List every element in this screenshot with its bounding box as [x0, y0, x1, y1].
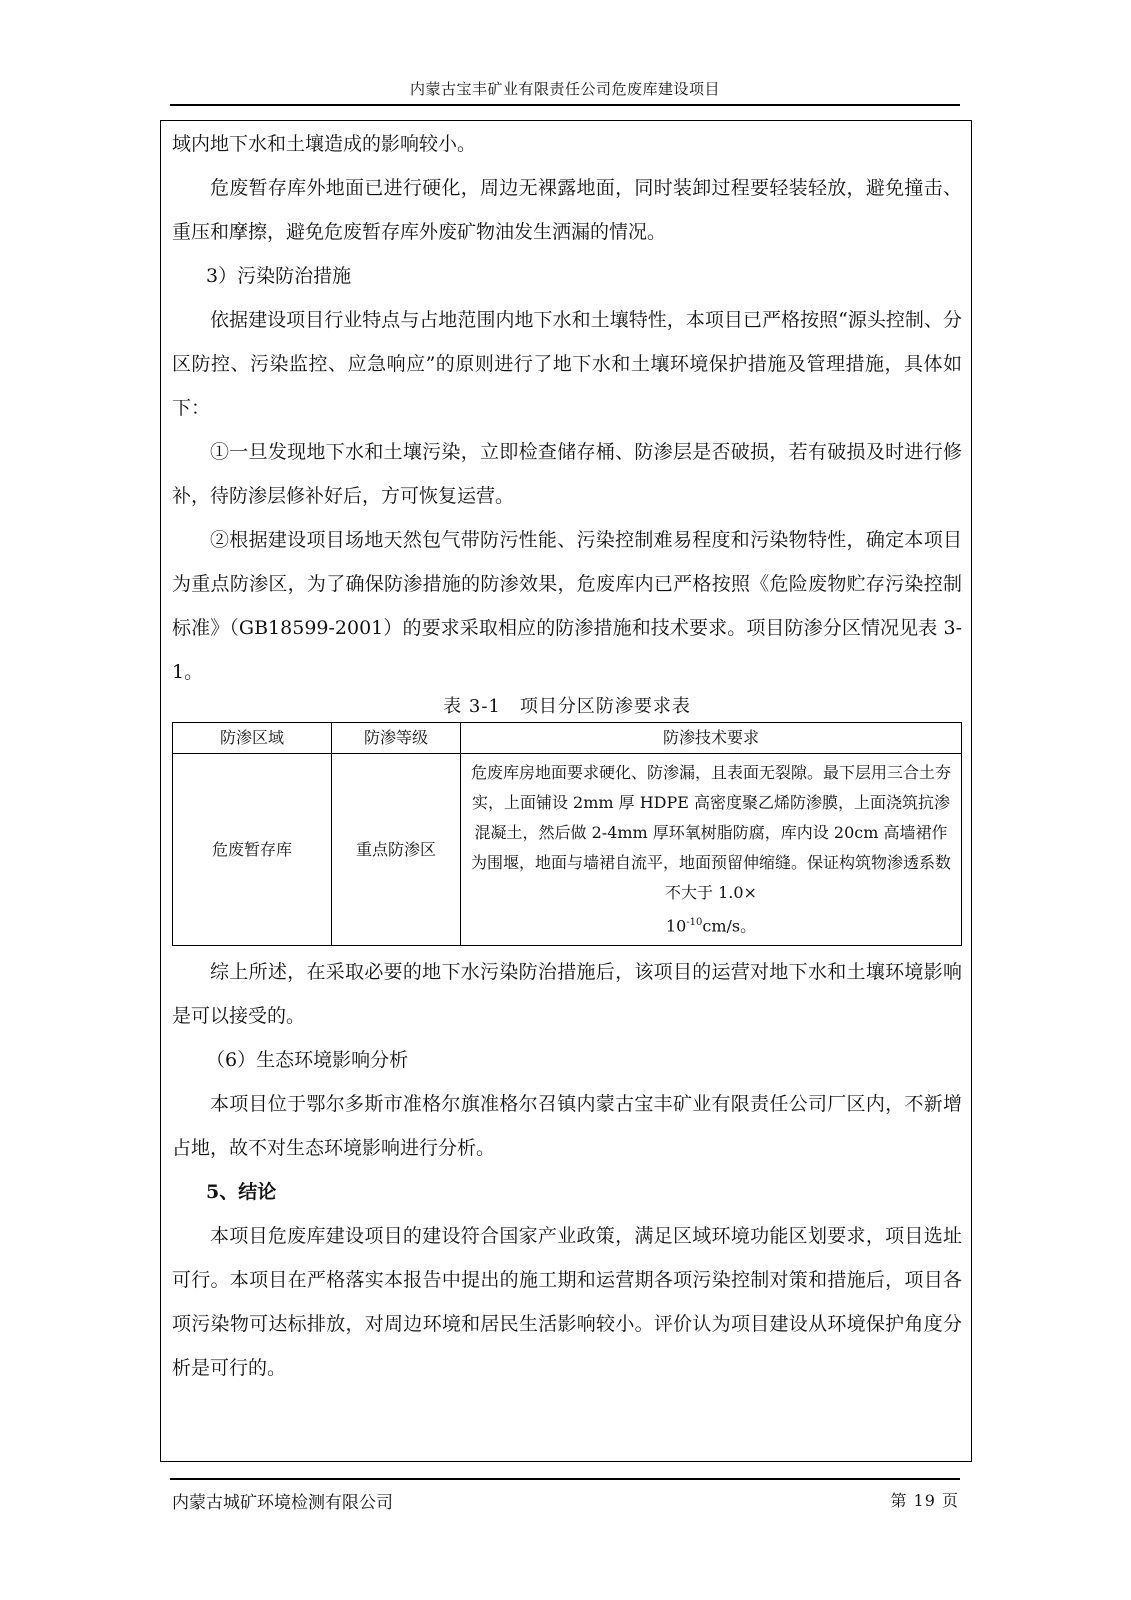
table-header-area: 防渗区域 [173, 723, 332, 754]
section-heading-ecology: （6）生态环境影响分析 [206, 1049, 409, 1072]
requirement-unit: cm/s。 [702, 916, 757, 936]
seepage-table [172, 722, 962, 946]
table-header-row [173, 723, 962, 754]
paragraph-7: 综上所述，在采取必要的地下水污染防治措施后，该项目的运营对地下水和土壤环境影响是可以接受的。 [172, 961, 962, 1028]
table-row [173, 754, 962, 946]
page-header: 内蒙古宝丰矿业有限责任公司危废库建设项目 [409, 80, 720, 98]
table-cell-requirement [461, 754, 962, 946]
paragraph-6: ②根据建设项目场地天然包气带防污性能、污染控制难易程度和污染物特性，确定本项目为重点防渗区，为了确保防渗措施的防渗效果，危废库内已严格按照《危险废物贮存污染控制标准》（GB18599-2001）的要求采取相应的防渗措施和技术要求。项目防渗分区情况见表 3-1。 [172, 529, 962, 683]
section-heading-pollution-measures: 3）污染防治措施 [206, 265, 352, 287]
requirement-base: 10 [665, 916, 687, 936]
footer-company: 内蒙古城矿环境检测有限公司 [172, 1493, 393, 1513]
requirement-text: 危废库房地面要求硬化、防渗漏，且表面无裂隙。最下层用三合土夯实，上面铺设 2mm 厚 HDPE 高密度聚乙烯防渗膜，上面浇筑抗渗混凝土，然后做 2-4mm 厚环氧树脂防腐，库内设 20cm 高墙裙作为围堰，地面与墙裙自流平，地面预留伸缩缝。保证构筑物渗透系数不大于 1.0× [470, 763, 951, 902]
section-heading-conclusion: 5、结论 [206, 1181, 277, 1204]
page-content [172, 122, 962, 1390]
table-header-level: 防渗等级 [332, 723, 461, 754]
requirement-exponent: -10 [686, 917, 703, 928]
table-header-requirement: 防渗技术要求 [461, 723, 962, 754]
table-cell-level: 重点防渗区 [332, 754, 461, 946]
table-cell-area: 危废暂存库 [173, 754, 332, 946]
page-number: 第 19 页 [890, 1491, 959, 1510]
header-rule [170, 104, 960, 106]
paragraph-11: 本项目危废库建设项目的建设符合国家产业政策，满足区域环境功能区划要求，项目选址可行。本项目在严格落实本报告中提出的施工期和运营期各项污染控制对策和措施后，项目各项污染物可达标排放，对周边环境和居民生活影响较小。评价认为项目建设从环境保护角度分析是可行的。 [172, 1225, 962, 1380]
paragraph-5: ①一旦发现地下水和土壤污染，立即检查储存桶、防渗层是否破损，若有破损及时进行修补，待防渗层修补好后，方可恢复运营。 [172, 441, 962, 507]
paragraph-2: 危废暂存库外地面已进行硬化，周边无裸露地面，同时装卸过程要轻装轻放，避免撞击、重压和摩擦，避免危废暂存库外废矿物油发生洒漏的情况。 [172, 177, 962, 243]
table-caption: 表 3-1 项目分区防渗要求表 [443, 696, 691, 717]
footer-rule [170, 1478, 960, 1480]
paragraph-1: 域内地下水和土壤造成的影响较小。 [172, 133, 477, 155]
paragraph-4: 依据建设项目行业特点与占地范围内地下水和土壤特性，本项目已严格按照“源头控制、分区防控、污染监控、应急响应”的原则进行了地下水和土壤环境保护措施及管理措施，具体如下： [172, 309, 962, 419]
paragraph-9: 本项目位于鄂尔多斯市准格尔旗准格尔召镇内蒙古宝丰矿业有限责任公司厂区内，不新增占地，故不对生态环境影响进行分析。 [172, 1093, 962, 1160]
